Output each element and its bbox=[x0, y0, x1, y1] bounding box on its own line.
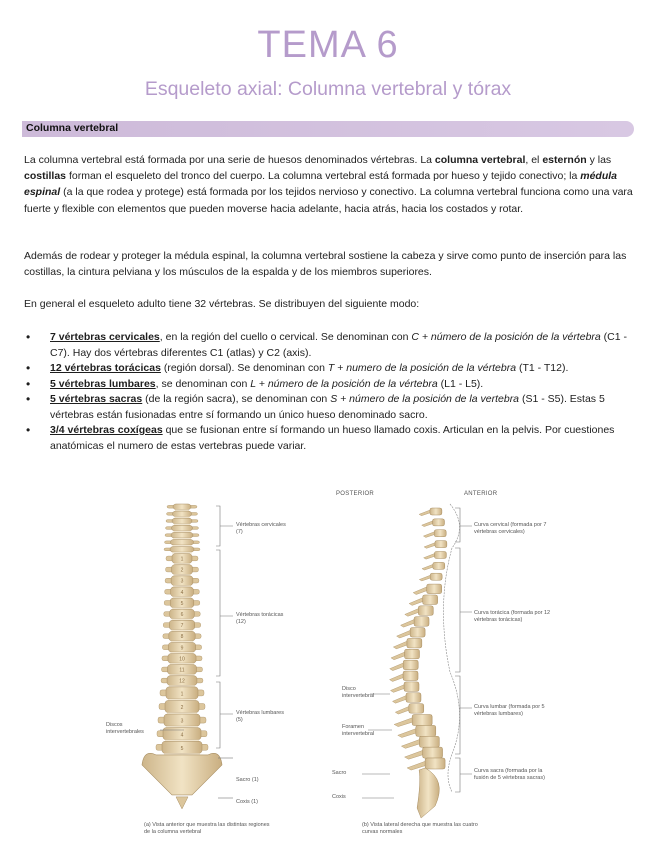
vertebra-number: 8 bbox=[180, 634, 184, 641]
side-vertebra bbox=[390, 660, 419, 670]
vertebra bbox=[164, 609, 201, 619]
posterior-label: POSTERIOR bbox=[336, 491, 375, 497]
label-sacro-lateral: Sacro bbox=[332, 770, 347, 776]
side-vertebra bbox=[409, 595, 438, 605]
vertebra-number: 12 bbox=[179, 678, 185, 685]
vertebra-number: 10 bbox=[179, 656, 185, 663]
side-vertebra bbox=[392, 693, 421, 703]
spine-illustration bbox=[100, 486, 620, 840]
label-curva-lumbar: Curva lumbar (formada por 5 vértebras lumbares) bbox=[474, 704, 545, 717]
vertebra bbox=[162, 643, 201, 653]
label-discos: Discos intervertebrales bbox=[106, 722, 144, 735]
side-vertebra bbox=[419, 508, 442, 516]
vertebra bbox=[157, 728, 207, 740]
paragraph-count: En general el esqueleto adulto tiene 32 vértebras. Se distribuyen del siguiente modo: bbox=[24, 298, 420, 310]
page-subtitle: Esqueleto axial: Columna vertebral y tórax bbox=[144, 78, 512, 100]
vertebra-number: 3 bbox=[180, 578, 184, 585]
vertebra-number: 7 bbox=[180, 623, 184, 630]
lateral-spine bbox=[390, 504, 460, 818]
vertebra-number: 9 bbox=[180, 645, 184, 652]
list-item: • 12 vértebras torácicas (región dorsal). Se denominan con T + numero de la posición de la vértebra (T1 - T12). bbox=[24, 361, 634, 377]
vertebra bbox=[160, 687, 204, 699]
side-vertebra bbox=[423, 530, 446, 538]
vertebrae-list bbox=[24, 330, 634, 454]
side-vertebra bbox=[398, 725, 436, 737]
vertebra bbox=[161, 676, 203, 686]
vertebra bbox=[163, 620, 200, 630]
paragraph-intro: La columna vertebral está formada por una serie de huesos denominados vértebras. La columna vertebral, el esternón y las costillas forman el esqueleto del tronco del cuerpo. La columna vertebral está formada por hueso y tejido conectivo; la médula espinal (a la que rodea y protege) está formada por los tejidos nervioso y conectivo. La columna vertebral funciona como una vara fuerte y flexible con elementos que pueden moverse hacia adelante, hacia atrás, hacia los costados y rotar. bbox=[24, 154, 633, 215]
vertebra bbox=[156, 741, 208, 753]
side-vertebra bbox=[405, 747, 443, 759]
label-coxis: Coxis (1) bbox=[236, 799, 259, 805]
side-vertebra bbox=[391, 649, 420, 659]
side-sacrum bbox=[417, 768, 439, 818]
label-foramen: Foramen intervertebral bbox=[342, 724, 375, 737]
vertebra bbox=[162, 654, 202, 664]
coccyx bbox=[176, 797, 188, 809]
paragraph-functions: Además de rodear y proteger la médula espinal, la columna vertebral sostiene la cabeza y sirve como punto de inserción para las costillas, la cintura pelviana y los músculos de la espalda y de los miembros superiores. bbox=[24, 250, 627, 279]
vertebra bbox=[166, 518, 198, 524]
anterior-spine bbox=[142, 504, 222, 809]
label-curva-sacra: Curva sacra (formada por la fusión de 5 vértebras sacras) bbox=[474, 768, 545, 781]
section-heading: Columna vertebral bbox=[26, 122, 119, 134]
vertebra bbox=[164, 598, 200, 608]
vertebra-number: 4 bbox=[180, 589, 184, 596]
vertebra bbox=[165, 532, 199, 538]
vertebra-number: 11 bbox=[179, 667, 185, 674]
anterior-label: ANTERIOR bbox=[464, 491, 498, 497]
spine-figure bbox=[100, 486, 620, 840]
side-vertebra bbox=[393, 638, 422, 648]
list-item: • 3/4 vértebras coxígeas que se fusionan entre sí formando un hueso llamado coxis. Articulan en la pelvis. Por cuestiones anatómicas el numero de estas vertebras puede variar. bbox=[24, 423, 634, 454]
vertebra bbox=[166, 565, 199, 575]
vertebra bbox=[165, 576, 199, 586]
label-cervical: Vértebras cervicales (7) bbox=[236, 522, 286, 535]
label-curva-cervical: Curva cervical (formada por 7 vértebras cervicales) bbox=[474, 522, 547, 535]
side-vertebra bbox=[419, 573, 442, 581]
vertebra bbox=[163, 631, 201, 641]
side-vertebra bbox=[422, 519, 445, 527]
vertebra bbox=[167, 504, 197, 510]
vertebra-number: 2 bbox=[180, 705, 184, 712]
vertebra-number: 1 bbox=[180, 556, 184, 563]
vertebra-number: 3 bbox=[180, 718, 184, 725]
vertebra bbox=[164, 547, 200, 553]
side-vertebra bbox=[405, 606, 434, 616]
side-vertebra bbox=[422, 562, 445, 570]
vertebra bbox=[165, 587, 200, 597]
side-vertebra bbox=[424, 541, 447, 549]
label-curva-toracica: Curva torácica (formada por 12 vértebras torácicas) bbox=[474, 610, 551, 623]
caption-lateral: (b) Vista lateral derecha que muestra las cuatro curvas normales bbox=[362, 822, 478, 835]
vertebra bbox=[165, 540, 200, 546]
vertebra bbox=[166, 525, 199, 531]
side-vertebra bbox=[394, 715, 432, 727]
vertebra-number: 5 bbox=[180, 745, 184, 752]
side-vertebra bbox=[390, 682, 419, 692]
vertebra bbox=[167, 511, 198, 516]
list-item: • 5 vértebras lumbares, se denominan con L + número de la posición de la vértebra (L1 - L5). bbox=[24, 377, 634, 393]
list-item: • 7 vértebras cervicales, en la región del cuello o cervical. Se denominan con C + número de la posición de la vértebra (C1 - C7). Hay dos vértebras diferentes C1 (atlas) y C2 (axis). bbox=[24, 330, 634, 361]
vertebra-number: 6 bbox=[180, 612, 184, 619]
side-vertebra bbox=[401, 736, 439, 748]
label-disco: Disco intervertebral bbox=[342, 686, 375, 699]
list-item: • 5 vértebras sacras (de la región sacra), se denominan con S + número de la posición de la vertebra (S1 - S5). Estas 5 vértebras están fusionadas entre sí formando un único hueso denominado sacro. bbox=[24, 392, 634, 423]
side-vertebra bbox=[390, 671, 419, 681]
label-toracic: Vértebras torácicas (12) bbox=[236, 612, 284, 625]
side-vertebra bbox=[413, 584, 442, 594]
side-vertebra bbox=[401, 617, 430, 627]
vertebra-number: 1 bbox=[180, 691, 184, 698]
vertebra-number: 4 bbox=[180, 732, 184, 739]
vertebra bbox=[158, 714, 206, 726]
label-lumbar: Vértebras lumbares (5) bbox=[236, 710, 284, 723]
vertebra bbox=[162, 665, 203, 675]
side-vertebra bbox=[395, 704, 424, 714]
sacrum bbox=[142, 753, 222, 795]
vertebra bbox=[166, 554, 198, 564]
vertebra-number: 2 bbox=[180, 567, 184, 574]
side-vertebra bbox=[424, 551, 447, 559]
page-title: TEMA 6 bbox=[257, 24, 399, 66]
vertebra-number: 5 bbox=[180, 600, 184, 607]
caption-anterior: (a) Vista anterior que muestra las distintas regiones de la columna vertebral bbox=[144, 822, 270, 835]
label-sacro: Sacro (1) bbox=[236, 777, 259, 783]
label-coxis-lateral: Coxis bbox=[332, 794, 346, 800]
section-heading-bar bbox=[22, 121, 634, 137]
vertebra bbox=[159, 701, 205, 713]
side-vertebra bbox=[397, 628, 426, 638]
